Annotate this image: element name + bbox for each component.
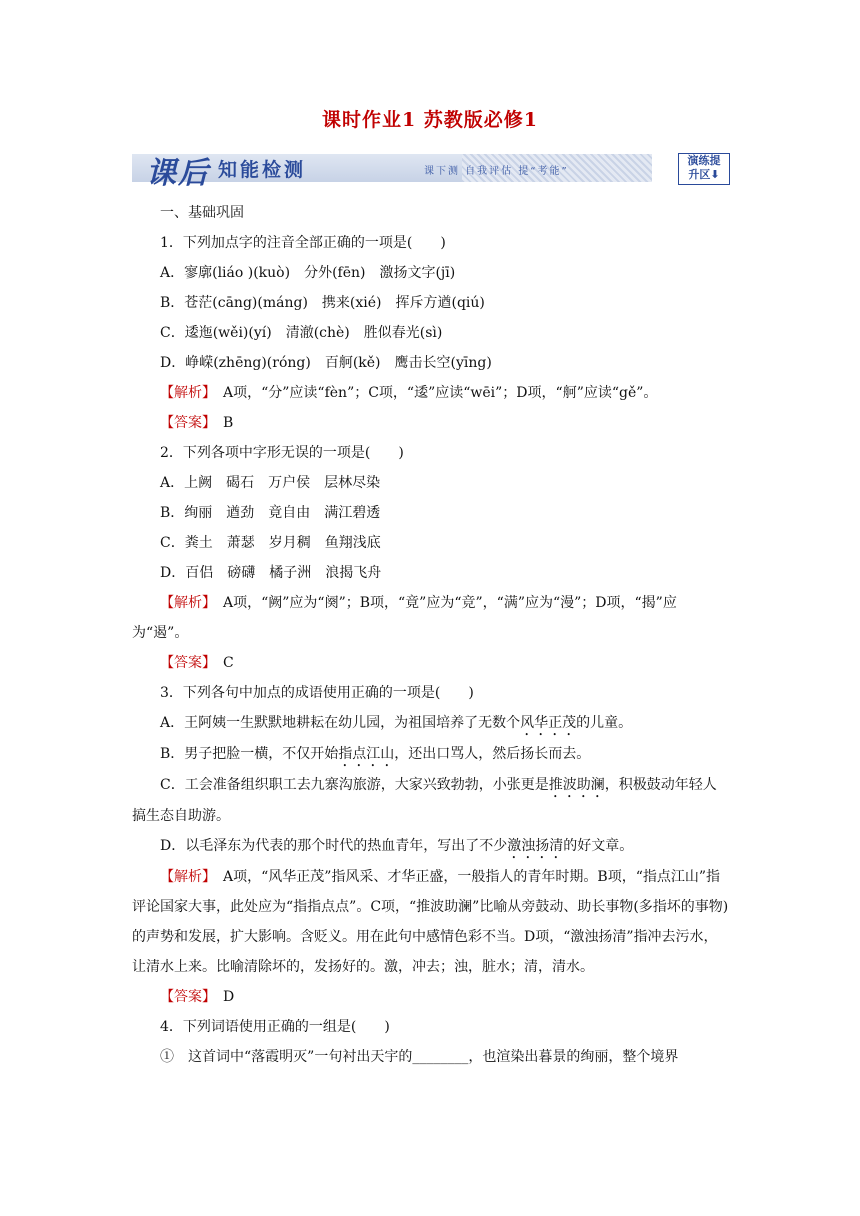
option-text: 的好文章。 [563,838,634,854]
section-banner [132,150,730,191]
q2-answer [132,648,730,678]
section-heading: 一、基础巩固 [160,205,244,221]
option-text: ，积极鼓动年轻人搞生态自助游。 [132,777,717,824]
option-text: D．以毛泽东为代表的那个时代的热血青年，写出了不少 [160,838,508,854]
q2-analysis [132,588,730,648]
document-body [132,198,730,1072]
option-text: B．男子把脸一横，不仅开始 [160,746,339,762]
q3-answer [132,982,730,1012]
dotted-idiom: 推波助澜 [548,777,605,793]
answer-label: 【答案】 [160,989,209,1005]
analysis-text: A项，“阙”应为“阕”；B项，“竟”应为“竞”，“满”应为“漫”；D项，“揭”应为“遏”。 [132,595,677,641]
answer-label: 【答案】 [160,655,209,671]
option-text: ，还出口骂人，然后扬长而去。 [394,746,591,762]
q3-option-d [132,831,730,862]
q3-option-a [132,708,730,739]
banner-ke-text: 课后 [146,156,210,191]
q3-option-b [132,739,730,770]
q1-answer [132,408,730,438]
q1-option-c: C．逶迤(wěi)(yí) 清澈(chè) 胜似春光(sì) [160,325,443,341]
q3-analysis [132,862,730,982]
q3-option-c [132,770,730,831]
answer-text: C [209,655,234,671]
option-text: 的儿童。 [576,715,633,731]
q1-analysis [132,378,730,408]
analysis-label: 【解析】 [160,869,209,885]
banner-box-line2: 升区⬇ [688,168,720,181]
dotted-idiom: 指点江山 [338,746,395,762]
answer-text: B [209,415,234,431]
q2-option-c: C．粪土 萧瑟 岁月稠 鱼翔浅底 [160,535,381,551]
analysis-text: A项，“风华正茂”指风采、才华正盛，一般指人的青年时期。B项，“指点江山”指评论国家大事，此处应为“指指点点”。C项，“推波助澜”比喻从旁鼓动、助长事物(多指坏的事物)的声势和发展，扩大影响。含贬义。用在此句中感情色彩不当。D项，“激浊扬清”指冲去污水，让清水上来。比喻清除坏的，发扬好的。激，冲去；浊，脏水；清，清水。 [132,869,729,975]
q1-option-a: A．寥廓(liáo )(kuò) 分外(fēn) 激扬文字(jī) [160,265,456,281]
page-title: 课时作业1 苏教版必修1 [321,109,539,131]
q2-option-d: D．百侣 磅礴 橘子洲 浪揭飞舟 [160,565,382,581]
analysis-label: 【解析】 [160,385,209,401]
option-text: C．工会准备组织职工去九寨沟旅游，大家兴致勃勃，小张更是 [160,777,549,793]
q4-item-1: ① 这首词中“落霞明灭”一句衬出天宇的________，也渲染出暮景的绚丽，整个境界 [160,1049,679,1065]
q2-option-a: A．上阙 碣石 万户侯 层林尽染 [160,475,381,491]
banner-tagline: 课下测 自我评估 提“考能” [424,166,569,177]
q1-option-b: B．苍茫(cāng)(máng) 携来(xié) 挥斥方遒(qiú) [160,295,485,311]
banner-zhineng-text: 知能检测 [218,159,307,181]
analysis-text: A项，“分”应读“fèn”；C项，“逶”应读“wēi”；D项，“舸”应读“gě”。 [209,385,658,401]
banner-practice-box [678,153,730,185]
dotted-idiom: 激浊扬清 [507,838,564,854]
q2-stem: 2．下列各项中字形无误的一项是( ) [160,445,404,461]
q3-stem: 3．下列各句中加点的成语使用正确的一项是( ) [160,685,474,701]
option-text: A．王阿姨一生默默地耕耘在幼儿园，为祖国培养了无数个 [160,715,521,731]
q1-option-d: D．峥嵘(zhēng)(róng) 百舸(kě) 鹰击长空(yīng) [160,355,492,371]
dotted-idiom: 风华正茂 [520,715,577,731]
answer-label: 【答案】 [160,415,209,431]
answer-text: D [209,989,235,1005]
q1-stem: 1．下列加点字的注音全部正确的一项是( ) [160,235,446,251]
q2-option-b: B．绚丽 遒劲 竟自由 满江碧透 [160,505,381,521]
q4-stem: 4．下列词语使用正确的一组是( ) [160,1019,390,1035]
banner-box-line1: 演练提 [687,154,721,167]
analysis-label: 【解析】 [160,595,209,611]
